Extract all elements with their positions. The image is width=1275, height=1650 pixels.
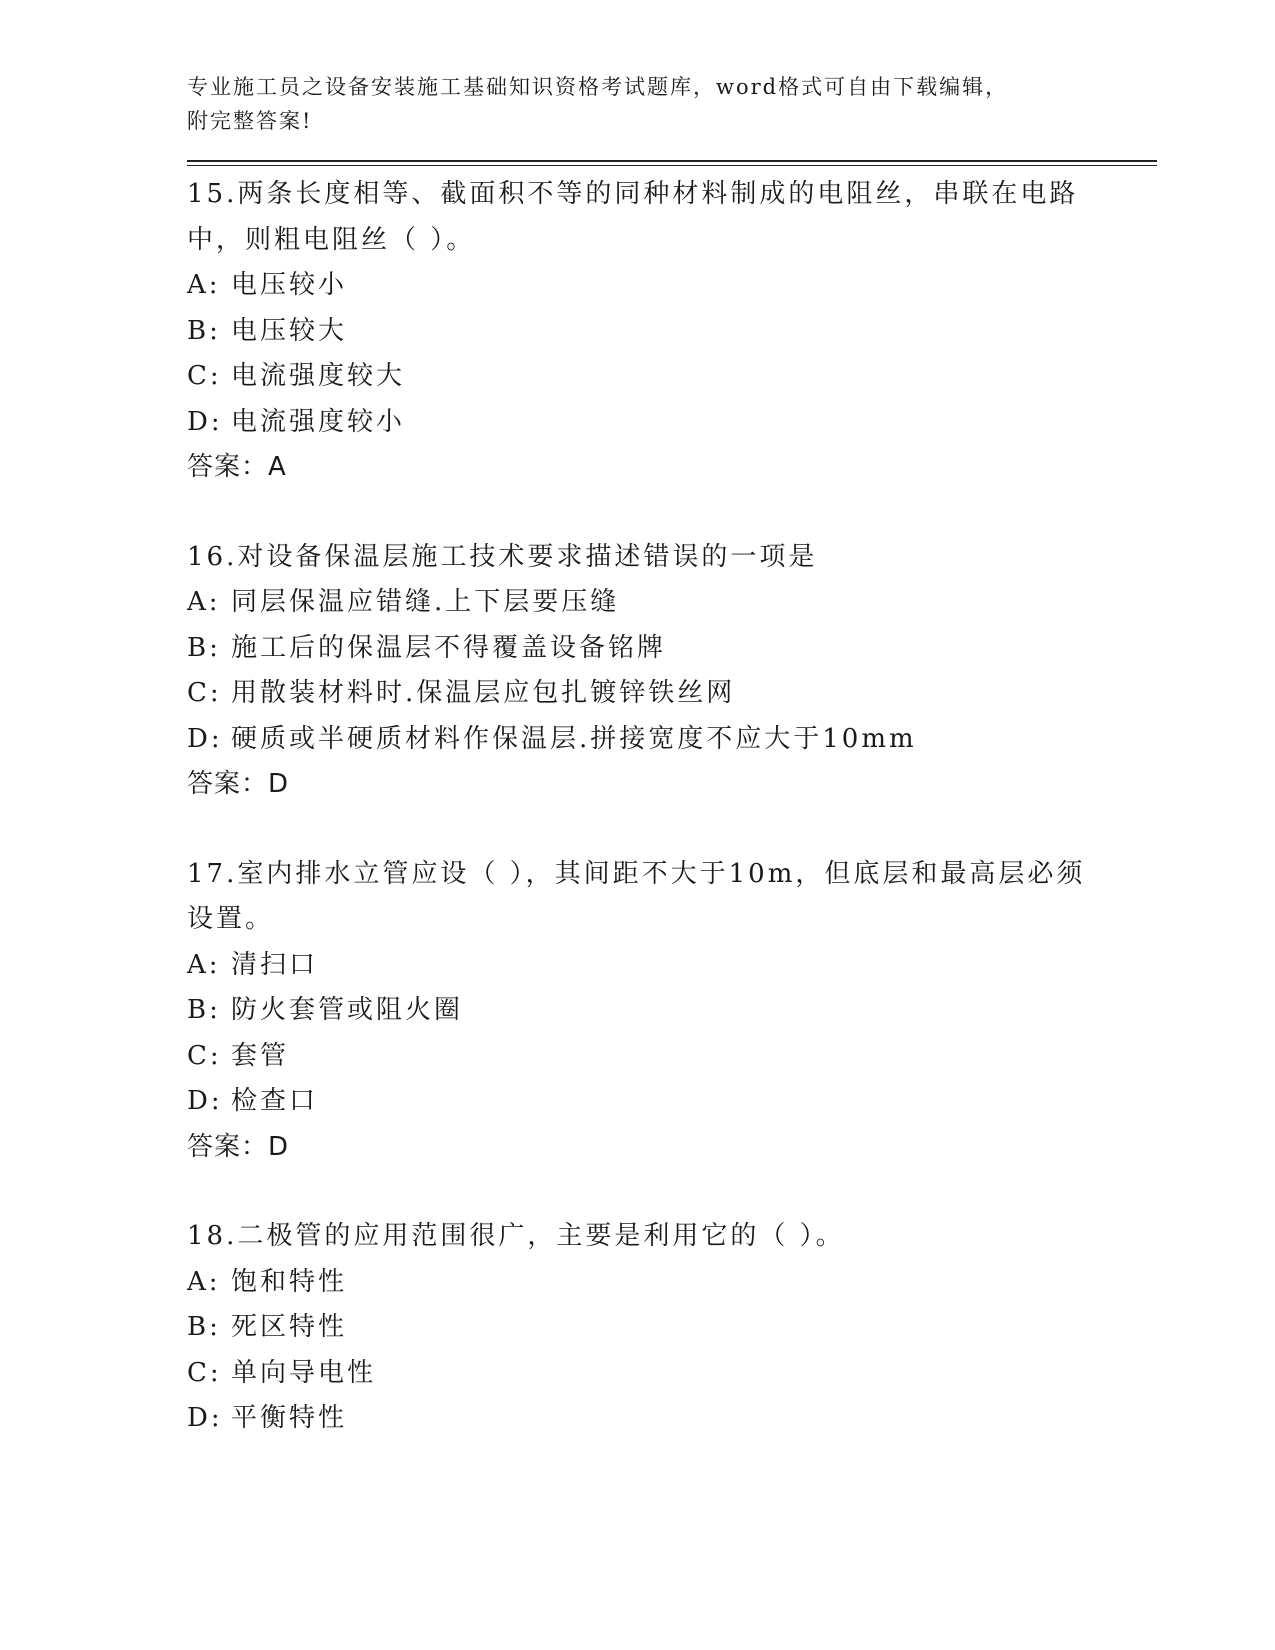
header-line-1: 专业施工员之设备安装施工基础知识资格考试题库，word格式可自由下载编辑， xyxy=(187,75,1009,99)
option-key: C: xyxy=(187,361,222,391)
option-text: 硬质或半硬质材料作保温层.拼接宽度不应大于10mm xyxy=(231,723,917,754)
option-text: 同层保温应错缝.上下层要压缝 xyxy=(231,587,620,617)
question-stem: 设置。 xyxy=(187,904,275,934)
option-key: A: xyxy=(187,1266,221,1297)
option-item xyxy=(187,671,1157,717)
answer-line: 答案：A xyxy=(187,452,287,482)
option-text: 电压较小 xyxy=(231,270,348,300)
option-text: 套管 xyxy=(231,1040,290,1071)
option-item xyxy=(187,717,1157,763)
option-text: 施工后的保温层不得覆盖设备铭牌 xyxy=(231,632,667,663)
question-stem: 18.二极管的应用范围很广，主要是利用它的（ ）。 xyxy=(187,1221,845,1251)
question-stem: 中，则粗电阻丝（ ）。 xyxy=(187,224,476,255)
answer-line: 答案：D xyxy=(187,1131,290,1162)
option-text: 清扫口 xyxy=(231,949,319,980)
question-stem: 15.两条长度相等、截面积不等的同种材料制成的电阻丝，串联在电路 xyxy=(187,179,1079,209)
option-text: 电流强度较小 xyxy=(231,406,406,437)
option-item xyxy=(187,1034,1157,1080)
question-block xyxy=(187,1214,1157,1442)
option-key: D: xyxy=(187,1403,223,1433)
option-key: D: xyxy=(187,406,223,437)
option-key: A: xyxy=(187,270,221,300)
option-key: C: xyxy=(187,1357,222,1388)
option-item xyxy=(187,354,1157,400)
option-item xyxy=(187,400,1157,446)
option-item xyxy=(187,263,1157,309)
option-key: A: xyxy=(187,949,221,980)
question-list xyxy=(187,172,1157,1442)
option-item xyxy=(187,1305,1157,1351)
option-item xyxy=(187,1079,1157,1125)
option-text: 饱和特性 xyxy=(231,1266,348,1297)
option-key: A: xyxy=(187,587,221,617)
option-text: 用散装材料时.保温层应包扎镀锌铁丝网 xyxy=(231,678,736,708)
option-key: B: xyxy=(187,315,221,346)
option-item xyxy=(187,943,1157,989)
option-item xyxy=(187,1260,1157,1306)
header-line-2: 附完整答案! xyxy=(187,109,313,133)
question-stem: 16.对设备保温层施工技术要求描述错误的一项是 xyxy=(187,541,818,572)
option-item xyxy=(187,1396,1157,1442)
option-key: B: xyxy=(187,1312,221,1342)
option-key: C: xyxy=(187,1040,222,1071)
option-text: 单向导电性 xyxy=(231,1357,377,1388)
option-key: B: xyxy=(187,995,221,1025)
option-text: 电流强度较大 xyxy=(231,361,406,391)
option-item xyxy=(187,580,1157,626)
question-block xyxy=(187,535,1157,808)
header-divider xyxy=(187,160,1157,166)
option-key: D: xyxy=(187,1086,223,1116)
option-key: B: xyxy=(187,632,221,663)
question-stem: 17.室内排水立管应设（ ），其间距不大于10m，但底层和最高层必须 xyxy=(187,858,1086,889)
option-text: 死区特性 xyxy=(231,1312,348,1342)
option-item xyxy=(187,309,1157,355)
option-text: 平衡特性 xyxy=(231,1403,348,1433)
question-block xyxy=(187,172,1157,491)
option-text: 检查口 xyxy=(231,1086,319,1116)
answer-line: 答案：D xyxy=(187,769,290,799)
option-key: D: xyxy=(187,723,223,754)
document-header xyxy=(187,70,1067,138)
document-page xyxy=(187,70,1157,1486)
question-block xyxy=(187,852,1157,1171)
option-text: 电压较大 xyxy=(231,315,348,346)
option-item xyxy=(187,988,1157,1034)
option-key: C: xyxy=(187,678,222,708)
option-item xyxy=(187,1351,1157,1397)
option-item xyxy=(187,626,1157,672)
option-text: 防火套管或阻火圈 xyxy=(231,995,464,1025)
